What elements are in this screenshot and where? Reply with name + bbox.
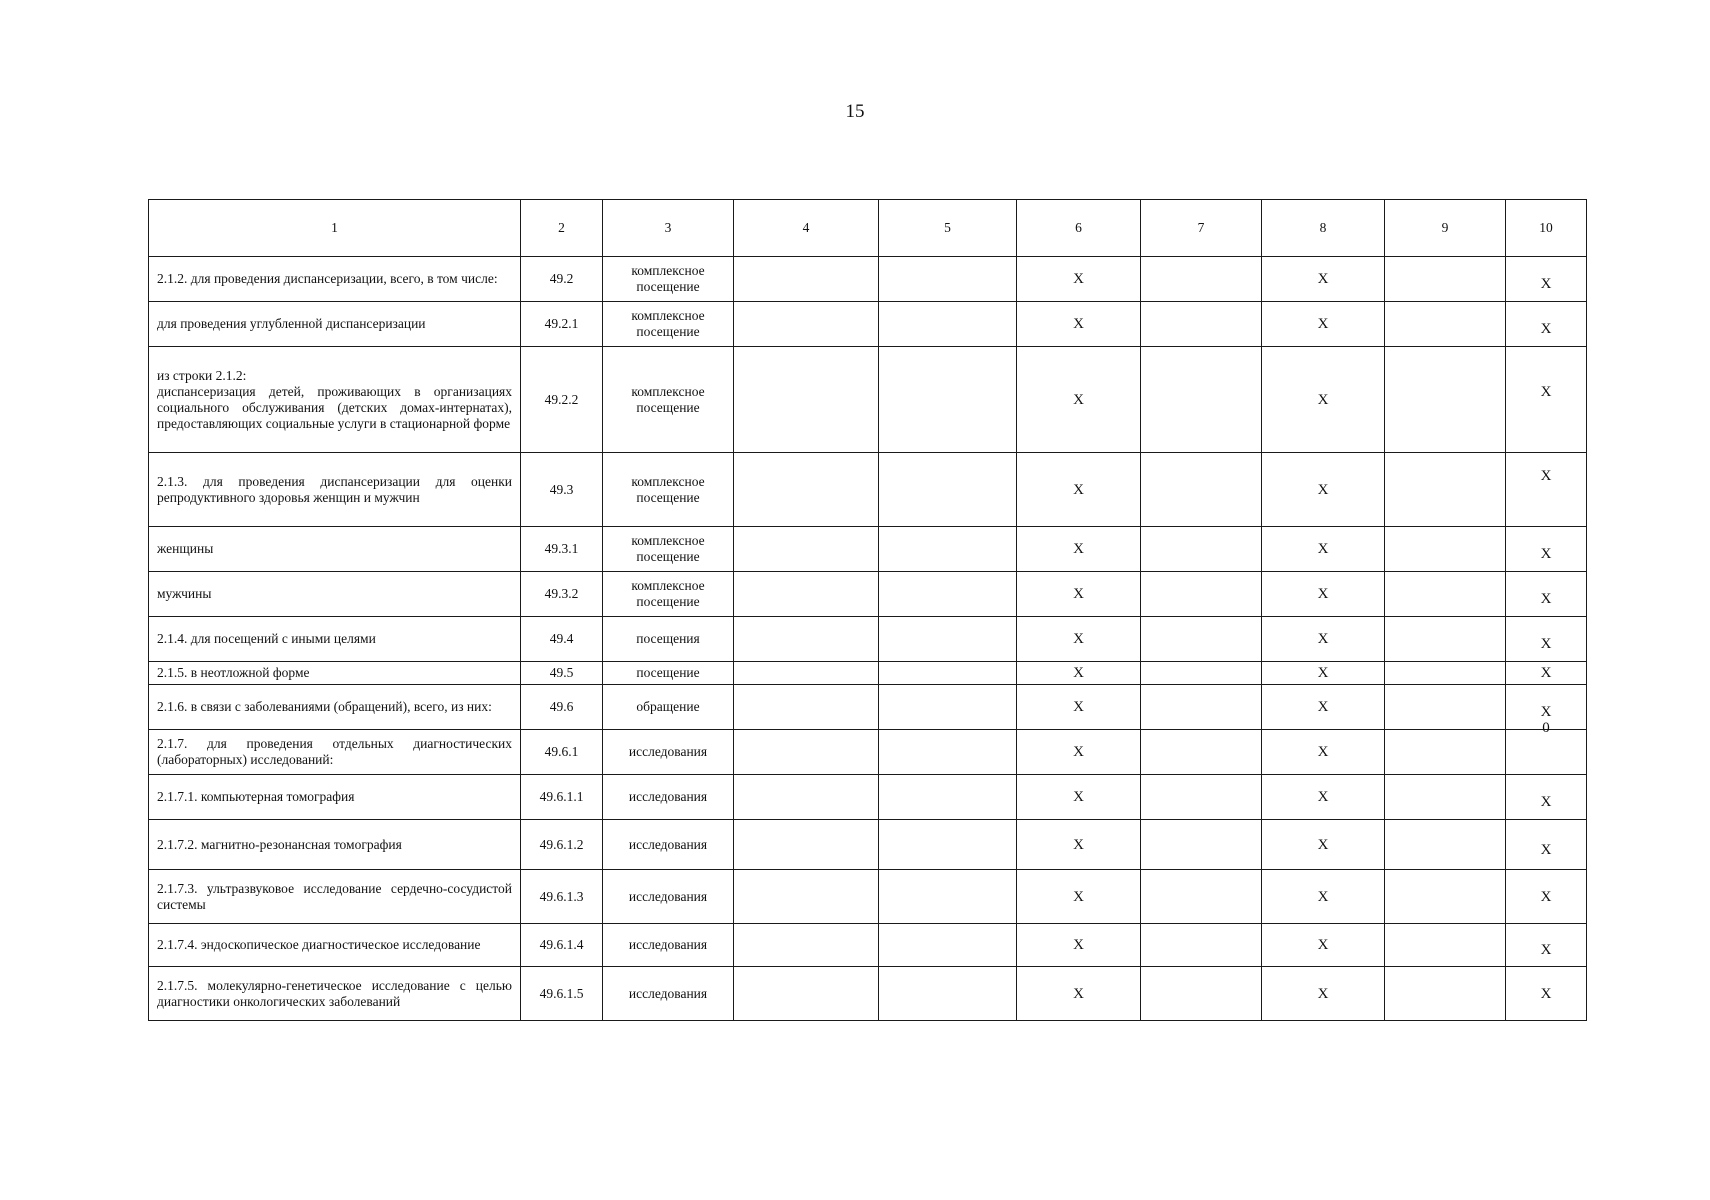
row-col4-cell <box>734 302 879 347</box>
row-col9-cell <box>1385 453 1506 527</box>
row-col5-cell <box>879 257 1017 302</box>
row-col5-cell <box>879 685 1017 730</box>
row-col10-cell <box>1506 302 1587 347</box>
row-name-cell-text: 2.1.7.2. магнитно-резонансная томография <box>157 836 402 852</box>
row-col4-cell <box>734 685 879 730</box>
table-row <box>149 820 1587 870</box>
row-col10-cell <box>1506 820 1587 870</box>
row-name-cell <box>149 572 521 617</box>
row-unit-cell: обращение <box>603 685 734 730</box>
row-name-cell-text: из строки 2.1.2: диспансеризация детей, проживающих в организациях социального обслуживания (детских домах-интернатах), предоставляющих социальные услуги в стационарной форме <box>157 367 512 431</box>
row-col6-cell: X <box>1017 730 1141 775</box>
row-col6-cell: X <box>1017 257 1141 302</box>
row-unit-cell: исследования <box>603 775 734 820</box>
row-col10-cell <box>1506 870 1587 924</box>
row-col10-cell-text: X <box>1540 704 1552 720</box>
row-col8-cell: X <box>1262 347 1385 453</box>
row-col4-cell <box>734 820 879 870</box>
row-col6-cell: X <box>1017 967 1141 1021</box>
row-code-cell: 49.6.1.4 <box>521 924 603 967</box>
row-col7-cell <box>1141 572 1262 617</box>
row-unit-cell: исследования <box>603 820 734 870</box>
row-name-cell <box>149 870 521 924</box>
row-col8-cell: X <box>1262 572 1385 617</box>
row-col5-cell <box>879 662 1017 685</box>
row-col7-cell <box>1141 347 1262 453</box>
header-cell-3: 3 <box>603 200 734 257</box>
row-unit-cell: комплексное посещение <box>603 453 734 527</box>
row-col7-cell <box>1141 662 1262 685</box>
row-col8-cell: X <box>1262 967 1385 1021</box>
row-col6-cell: X <box>1017 527 1141 572</box>
row-col7-cell <box>1141 617 1262 662</box>
row-col9-cell <box>1385 775 1506 820</box>
row-col5-cell <box>879 924 1017 967</box>
row-col10-cell-text: X <box>1540 383 1552 400</box>
row-col6-cell: X <box>1017 572 1141 617</box>
row-col8-cell: X <box>1262 685 1385 730</box>
row-code-cell: 49.3.1 <box>521 527 603 572</box>
row-unit-cell: исследования <box>603 924 734 967</box>
row-col7-cell <box>1141 870 1262 924</box>
row-col6-cell: X <box>1017 617 1141 662</box>
row-col4-cell <box>734 572 879 617</box>
row-name-cell <box>149 685 521 730</box>
header-cell-9: 9 <box>1385 200 1506 257</box>
header-cell-2: 2 <box>521 200 603 257</box>
header-cell-1: 1 <box>149 200 521 257</box>
row-col7-cell <box>1141 527 1262 572</box>
row-col5-cell <box>879 302 1017 347</box>
row-name-cell-text: женщины <box>157 541 214 556</box>
row-name-cell <box>149 662 521 685</box>
table-row <box>149 572 1587 617</box>
row-col10-cell <box>1506 924 1587 967</box>
row-col7-cell <box>1141 730 1262 775</box>
row-name-cell <box>149 347 521 453</box>
row-code-cell: 49.6.1.5 <box>521 967 603 1021</box>
row-col9-cell <box>1385 967 1506 1021</box>
row-col9-cell <box>1385 302 1506 347</box>
row-col7-cell <box>1141 302 1262 347</box>
row-unit-cell: комплексное посещение <box>603 257 734 302</box>
row-col10-cell <box>1506 662 1587 685</box>
row-unit-cell: исследования <box>603 870 734 924</box>
row-name-cell-text: мужчины <box>157 586 212 601</box>
row-col10-cell-text: 0 <box>1542 720 1550 736</box>
row-code-cell: 49.6.1 <box>521 730 603 775</box>
row-col10-cell <box>1506 617 1587 662</box>
data-table <box>148 199 1587 1021</box>
row-unit-cell: комплексное посещение <box>603 347 734 453</box>
row-name-cell-text: 2.1.7.1. компьютерная томография <box>157 789 355 804</box>
row-name-cell <box>149 617 521 662</box>
table-body <box>149 200 1587 1021</box>
row-col7-cell <box>1141 685 1262 730</box>
row-col4-cell <box>734 924 879 967</box>
row-col7-cell <box>1141 257 1262 302</box>
table-row <box>149 453 1587 527</box>
row-name-cell <box>149 302 521 347</box>
row-col10-cell-text: X <box>1540 276 1552 292</box>
row-col10-cell-text: X <box>1540 665 1552 681</box>
row-code-cell: 49.3 <box>521 453 603 527</box>
row-col6-cell: X <box>1017 347 1141 453</box>
row-code-cell: 49.6.1.1 <box>521 775 603 820</box>
row-col5-cell <box>879 820 1017 870</box>
row-name-cell-text: 2.1.4. для посещений с иными целями <box>157 631 376 646</box>
table-row <box>149 527 1587 572</box>
row-unit-cell: посещение <box>603 662 734 685</box>
row-col10-cell <box>1506 720 1587 775</box>
row-name-cell-text: 2.1.5. в неотложной форме <box>157 665 310 680</box>
row-col5-cell <box>879 775 1017 820</box>
row-col10-cell-text: X <box>1540 546 1552 562</box>
row-name-cell <box>149 453 521 527</box>
row-col5-cell <box>879 347 1017 453</box>
row-col8-cell: X <box>1262 924 1385 967</box>
row-col10-cell-text: X <box>1540 636 1552 652</box>
row-col8-cell: X <box>1262 730 1385 775</box>
row-col9-cell <box>1385 572 1506 617</box>
row-col4-cell <box>734 257 879 302</box>
row-name-cell-text: 2.1.6. в связи с заболеваниями (обращений), всего, из них: <box>157 699 492 714</box>
table-row <box>149 347 1587 453</box>
row-unit-cell: исследования <box>603 730 734 775</box>
row-col7-cell <box>1141 775 1262 820</box>
row-col5-cell <box>879 453 1017 527</box>
row-col9-cell <box>1385 617 1506 662</box>
header-cell-10: 10 <box>1506 200 1587 257</box>
table-row <box>149 730 1587 775</box>
row-col9-cell <box>1385 347 1506 453</box>
row-code-cell: 49.5 <box>521 662 603 685</box>
row-name-cell <box>149 730 521 775</box>
row-col9-cell <box>1385 870 1506 924</box>
row-col4-cell <box>734 453 879 527</box>
row-code-cell: 49.3.2 <box>521 572 603 617</box>
row-col5-cell <box>879 967 1017 1021</box>
row-col8-cell: X <box>1262 302 1385 347</box>
row-col7-cell <box>1141 924 1262 967</box>
row-col8-cell: X <box>1262 870 1385 924</box>
table-row <box>149 775 1587 820</box>
row-code-cell: 49.2 <box>521 257 603 302</box>
row-name-cell-text: 2.1.7.4. эндоскопическое диагностическое исследование <box>157 937 481 952</box>
row-col7-cell <box>1141 453 1262 527</box>
row-unit-cell: посещения <box>603 617 734 662</box>
row-col8-cell: X <box>1262 453 1385 527</box>
row-col10-cell-text: X <box>1540 794 1552 810</box>
row-col10-cell <box>1506 967 1587 1021</box>
row-code-cell: 49.6.1.3 <box>521 870 603 924</box>
row-col4-cell <box>734 347 879 453</box>
row-col10-cell <box>1506 775 1587 820</box>
row-unit-cell: комплексное посещение <box>603 302 734 347</box>
row-col9-cell <box>1385 820 1506 870</box>
row-col10-cell <box>1506 453 1587 527</box>
row-unit-cell: исследования <box>603 967 734 1021</box>
row-name-cell-text: для проведения углубленной диспансеризации <box>157 316 426 331</box>
row-col10-cell-text: X <box>1540 467 1552 484</box>
row-col5-cell <box>879 730 1017 775</box>
row-col6-cell: X <box>1017 453 1141 527</box>
row-col9-cell <box>1385 730 1506 775</box>
row-name-cell-text: 2.1.7.5. молекулярно-генетическое исследование с целью диагностики онкологических заболеваний <box>157 977 512 1009</box>
table-row <box>149 967 1587 1021</box>
row-col10-cell-text: X <box>1540 942 1552 958</box>
row-code-cell: 49.2.2 <box>521 347 603 453</box>
row-name-cell <box>149 967 521 1021</box>
header-cell-5: 5 <box>879 200 1017 257</box>
row-col6-cell: X <box>1017 302 1141 347</box>
table-row <box>149 617 1587 662</box>
row-col5-cell <box>879 572 1017 617</box>
row-col4-cell <box>734 617 879 662</box>
row-unit-cell: комплексное посещение <box>603 572 734 617</box>
table-row <box>149 302 1587 347</box>
row-col8-cell: X <box>1262 775 1385 820</box>
row-col9-cell <box>1385 924 1506 967</box>
row-col10-cell-text: X <box>1540 888 1552 905</box>
row-name-cell <box>149 775 521 820</box>
table-row <box>149 685 1587 730</box>
row-name-cell <box>149 257 521 302</box>
row-col9-cell <box>1385 685 1506 730</box>
header-cell-4: 4 <box>734 200 879 257</box>
row-name-cell <box>149 820 521 870</box>
row-col4-cell <box>734 527 879 572</box>
row-name-cell-text: 2.1.7. для проведения отдельных диагностических (лабораторных) исследований: <box>157 736 512 767</box>
row-unit-cell: комплексное посещение <box>603 527 734 572</box>
row-col10-cell-text: X <box>1540 591 1552 607</box>
row-code-cell: 49.4 <box>521 617 603 662</box>
page-number: 15 <box>845 101 865 122</box>
table-row <box>149 924 1587 967</box>
row-col6-cell: X <box>1017 775 1141 820</box>
row-col6-cell: X <box>1017 685 1141 730</box>
row-col8-cell: X <box>1262 257 1385 302</box>
row-name-cell-text: 2.1.7.3. ультразвуковое исследование сердечно-сосудистой системы <box>157 880 512 912</box>
row-col4-cell <box>734 870 879 924</box>
row-col10-cell <box>1506 527 1587 572</box>
table-row <box>149 870 1587 924</box>
row-code-cell: 49.6 <box>521 685 603 730</box>
row-col10-cell <box>1506 347 1587 453</box>
row-col8-cell: X <box>1262 617 1385 662</box>
row-col9-cell <box>1385 257 1506 302</box>
row-col10-cell <box>1506 572 1587 617</box>
row-col5-cell <box>879 870 1017 924</box>
row-col4-cell <box>734 730 879 775</box>
row-name-cell-text: 2.1.2. для проведения диспансеризации, всего, в том числе: <box>157 271 498 286</box>
row-col6-cell: X <box>1017 924 1141 967</box>
row-col9-cell <box>1385 662 1506 685</box>
row-col4-cell <box>734 662 879 685</box>
row-col4-cell <box>734 775 879 820</box>
row-name-cell-text: 2.1.3. для проведения диспансеризации для оценки репродуктивного здоровья женщин и мужчин <box>157 473 512 505</box>
row-col6-cell: X <box>1017 820 1141 870</box>
table-row <box>149 662 1587 685</box>
row-col5-cell <box>879 527 1017 572</box>
header-cell-8: 8 <box>1262 200 1385 257</box>
row-col10-cell <box>1506 257 1587 302</box>
row-col7-cell <box>1141 967 1262 1021</box>
row-col5-cell <box>879 617 1017 662</box>
row-col10-cell-text: X <box>1540 985 1552 1002</box>
row-col10-cell-text: X <box>1540 841 1552 858</box>
row-col10-cell-text: X <box>1540 321 1552 337</box>
row-col4-cell <box>734 967 879 1021</box>
row-col8-cell: X <box>1262 820 1385 870</box>
row-name-cell <box>149 924 521 967</box>
row-code-cell: 49.2.1 <box>521 302 603 347</box>
row-col6-cell: X <box>1017 870 1141 924</box>
row-name-cell <box>149 527 521 572</box>
table-row <box>149 257 1587 302</box>
header-cell-6: 6 <box>1017 200 1141 257</box>
row-code-cell: 49.6.1.2 <box>521 820 603 870</box>
row-col7-cell <box>1141 820 1262 870</box>
row-col8-cell: X <box>1262 662 1385 685</box>
table-header-row <box>149 200 1587 257</box>
row-col8-cell: X <box>1262 527 1385 572</box>
header-cell-7: 7 <box>1141 200 1262 257</box>
row-col6-cell: X <box>1017 662 1141 685</box>
row-col9-cell <box>1385 527 1506 572</box>
